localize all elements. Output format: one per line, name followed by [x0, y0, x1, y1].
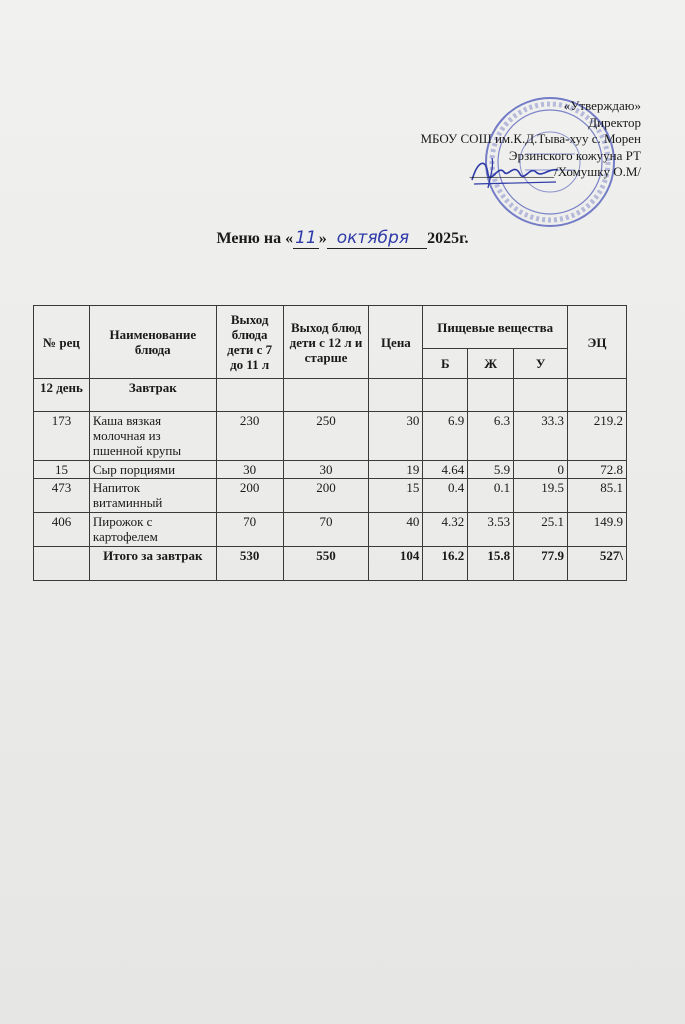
- table-row: [34, 479, 627, 513]
- row-u: 0: [514, 461, 568, 479]
- title-month: октября: [336, 228, 410, 248]
- title-suffix: 2025г.: [427, 230, 469, 247]
- header-energy: ЭЦ: [568, 306, 627, 379]
- row-num: 15: [34, 461, 90, 479]
- row-young: 230: [216, 412, 283, 461]
- table-row: [34, 461, 627, 479]
- row-zh: 6.3: [468, 412, 514, 461]
- row-old: 70: [283, 513, 369, 547]
- total-zh: 15.8: [468, 547, 514, 581]
- row-b: 0.4: [423, 479, 468, 513]
- section-day: 12 день: [34, 379, 90, 412]
- row-u: 19.5: [514, 479, 568, 513]
- total-young: 530: [216, 547, 283, 581]
- total-b: 16.2: [423, 547, 468, 581]
- row-young: 200: [216, 479, 283, 513]
- signatory-name: Хомушку О.М/: [557, 164, 641, 179]
- section-meal: Завтрак: [89, 379, 216, 412]
- header-num: № рец: [34, 306, 90, 379]
- row-u: 33.3: [514, 412, 568, 461]
- title-day: 11: [295, 228, 317, 248]
- page-title: [0, 228, 685, 249]
- row-ec: 219.2: [568, 412, 627, 461]
- row-b: 6.9: [423, 412, 468, 461]
- total-old: 550: [283, 547, 369, 581]
- header-price: Цена: [369, 306, 423, 379]
- total-ec: 527\: [568, 547, 627, 581]
- row-name: Каша вязкая молочная из пшенной крупы: [89, 412, 216, 461]
- row-price: 40: [369, 513, 423, 547]
- header-u: У: [514, 349, 568, 379]
- total-row: [34, 547, 627, 581]
- approval-block: [420, 98, 641, 181]
- row-zh: 0.1: [468, 479, 514, 513]
- row-price: 15: [369, 479, 423, 513]
- menu-table: [33, 305, 627, 581]
- table-row: [34, 412, 627, 461]
- total-label: Итого за завтрак: [89, 547, 216, 581]
- row-price: 30: [369, 412, 423, 461]
- approval-line-position: Директор: [588, 114, 641, 130]
- header-name: Наименование блюда: [89, 306, 216, 379]
- row-old: 30: [283, 461, 369, 479]
- row-price: 19: [369, 461, 423, 479]
- row-ec: 72.8: [568, 461, 627, 479]
- header-out-young: Выход блюда дети с 7 до 11 л: [216, 306, 283, 379]
- approval-line-district: Эрзинского кожууна РТ: [508, 147, 641, 163]
- row-name: Напиток витаминный: [89, 479, 216, 513]
- title-prefix: Меню на «: [216, 230, 294, 247]
- row-u: 25.1: [514, 513, 568, 547]
- row-num: 173: [34, 412, 90, 461]
- row-name: Сыр порциями: [89, 461, 216, 479]
- header-out-old: Выход блюд дети с 12 л и старше: [283, 306, 369, 379]
- row-num: 406: [34, 513, 90, 547]
- row-zh: 3.53: [468, 513, 514, 547]
- total-u: 77.9: [514, 547, 568, 581]
- row-num: 473: [34, 479, 90, 513]
- header-nutrients: Пищевые вещества: [423, 306, 568, 349]
- approval-line-signatory: _____________/Хомушку О.М/: [469, 164, 641, 179]
- row-young: 70: [216, 513, 283, 547]
- row-b: 4.64: [423, 461, 468, 479]
- section-row: [34, 379, 627, 412]
- row-ec: 85.1: [568, 479, 627, 513]
- table-row: [34, 513, 627, 547]
- row-b: 4.32: [423, 513, 468, 547]
- total-price: 104: [369, 547, 423, 581]
- header-b: Б: [423, 349, 468, 379]
- approval-line-approve: «Утверждаю»: [563, 98, 641, 113]
- row-ec: 149.9: [568, 513, 627, 547]
- title-middle: »: [318, 230, 327, 247]
- row-old: 250: [283, 412, 369, 461]
- row-old: 200: [283, 479, 369, 513]
- header-zh: Ж: [468, 349, 514, 379]
- row-name: Пирожок с картофелем: [89, 513, 216, 547]
- approval-line-school: МБОУ СОШ им.К.Д.Тыва-хуу с. Морен: [420, 131, 641, 146]
- row-young: 30: [216, 461, 283, 479]
- row-zh: 5.9: [468, 461, 514, 479]
